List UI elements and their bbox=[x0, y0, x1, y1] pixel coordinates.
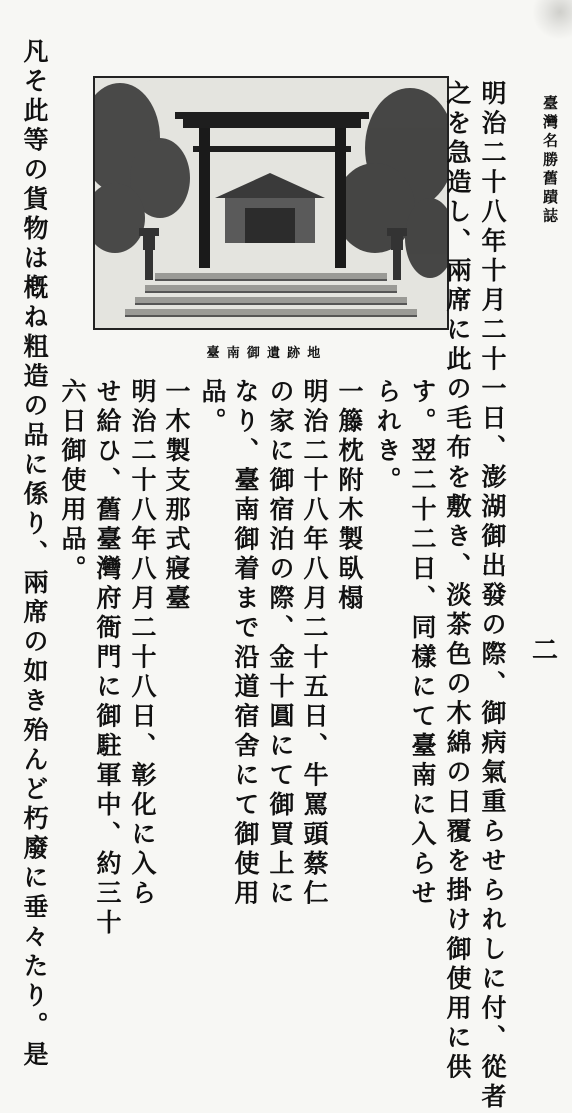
figure-caption: 臺南御遺跡地 bbox=[206, 346, 328, 361]
text-column: 明治二十八年十月二十一日、澎湖御出發の際、御病氣重らせられしに付、從者 bbox=[478, 80, 507, 1113]
text-column: なり、臺南御着まで沿道宿舍にて御使用 bbox=[231, 378, 260, 909]
text-column: 凡そ此等の貨物は槪ね粗造の品に係り、兩席の如き殆んど朽廢に垂々たり。是 bbox=[20, 38, 49, 1071]
text-column: 明治二十八年八月二十八日、彰化に入ら bbox=[128, 378, 157, 909]
text-column: の家に御宿泊の際、金十圓にて御買上に bbox=[266, 378, 295, 909]
text-column: 一木製支那式寢臺 bbox=[162, 378, 191, 614]
text-column: 明治二十八年八月二十五日、牛罵頭蔡仁 bbox=[300, 378, 329, 909]
page-number: 二 bbox=[532, 636, 559, 666]
paper-stain bbox=[532, 0, 572, 40]
text-column: 之を急造し、兩席に此の毛布を敷き、淡茶色の木綿の日覆を掛け御使用に供 bbox=[443, 80, 472, 1083]
text-column: 品。 bbox=[198, 378, 227, 437]
text-column: 一籐枕附木製臥榻 bbox=[335, 378, 364, 614]
text-column: せ給ひ、舊臺灣府衙門に御駐軍中、約三十 bbox=[93, 378, 122, 939]
text-column: す。翌二十二日、同樣にて臺南に入らせ bbox=[408, 378, 437, 909]
text-column: 六日御使用品。 bbox=[58, 378, 87, 585]
running-title: 臺灣名勝舊蹟誌 bbox=[541, 95, 559, 227]
shrine-illustration bbox=[95, 78, 447, 328]
text-column: られき。 bbox=[373, 378, 402, 496]
shrine-photograph bbox=[93, 76, 449, 330]
